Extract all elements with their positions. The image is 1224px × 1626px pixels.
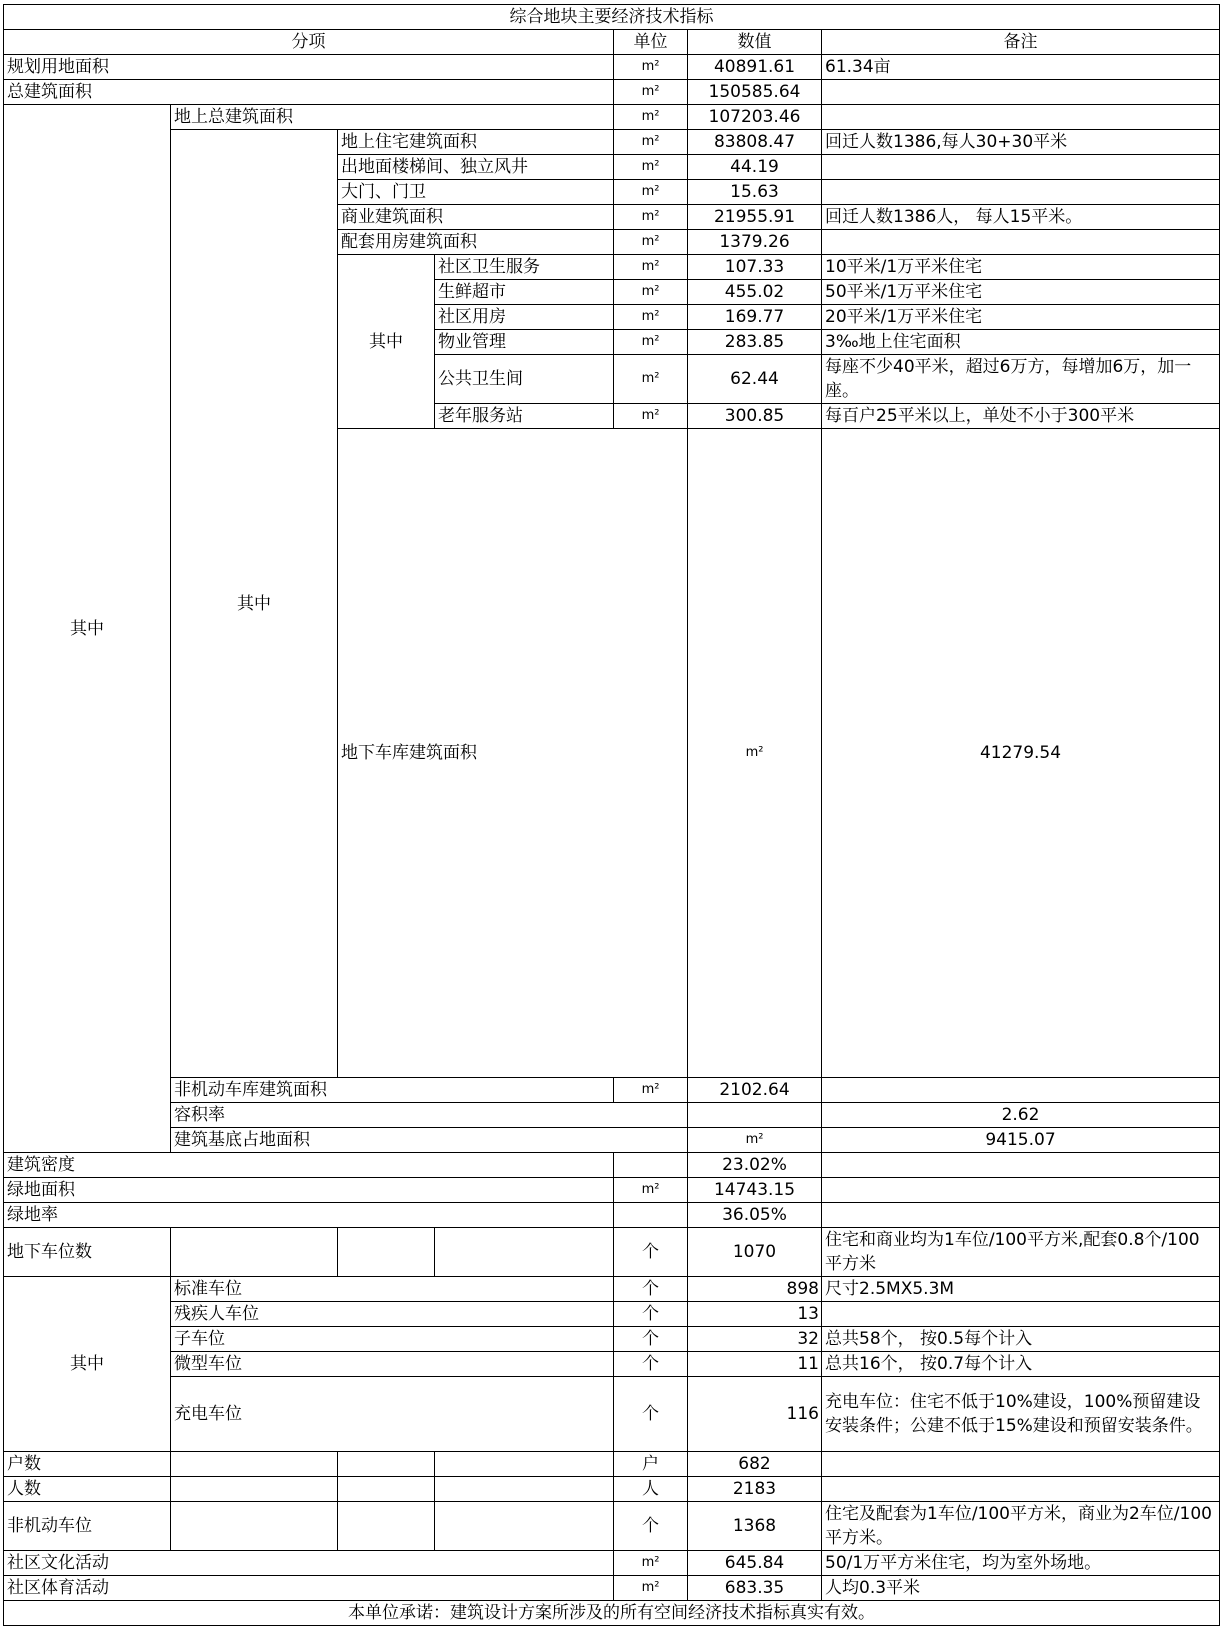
row-value: 32	[688, 1327, 822, 1352]
empty-cell	[435, 1228, 614, 1277]
row-label: 生鲜超市	[435, 280, 614, 305]
table-row	[4, 1352, 1220, 1377]
row-remark	[822, 1452, 1220, 1477]
row-label: 出地面楼梯间、独立风井	[338, 155, 614, 180]
row-value: 107.33	[688, 255, 822, 280]
row-unit: m²	[614, 55, 688, 80]
row-value: 23.02%	[688, 1153, 822, 1178]
row-value: 14743.15	[688, 1178, 822, 1203]
row-value: 300.85	[688, 404, 822, 429]
row-value: 2.62	[822, 1103, 1220, 1128]
empty-cell	[338, 1452, 435, 1477]
row-unit: 个	[614, 1228, 688, 1277]
row-unit	[688, 1103, 822, 1128]
row-unit	[614, 1153, 688, 1178]
row-unit: 个	[614, 1277, 688, 1302]
row-unit: m²	[614, 80, 688, 105]
row-label: 容积率	[171, 1103, 688, 1128]
table-row	[4, 1377, 1220, 1452]
table-row	[4, 1203, 1220, 1228]
row-label: 标准车位	[171, 1277, 614, 1302]
empty-cell	[338, 1477, 435, 1502]
row-value: 283.85	[688, 330, 822, 355]
row-remark	[822, 1078, 1220, 1103]
table-row	[4, 130, 1220, 155]
row-remark	[822, 230, 1220, 255]
row-value: 36.05%	[688, 1203, 822, 1228]
group-label-qizhong: 其中	[4, 105, 171, 1153]
row-unit: m²	[614, 1178, 688, 1203]
row-label: 社区用房	[435, 305, 614, 330]
header-item: 分项	[4, 30, 614, 55]
row-remark	[822, 180, 1220, 205]
row-unit: 个	[614, 1327, 688, 1352]
row-label: 地上住宅建筑面积	[338, 130, 614, 155]
row-label: 户数	[4, 1452, 171, 1477]
table-row	[4, 1452, 1220, 1477]
row-remark	[822, 1302, 1220, 1327]
row-remark: 回迁人数1386人， 每人15平米。	[822, 205, 1220, 230]
table-row	[4, 55, 1220, 80]
empty-cell	[435, 1477, 614, 1502]
table-row	[4, 1228, 1220, 1277]
row-unit: m²	[614, 330, 688, 355]
row-value: 116	[688, 1377, 822, 1452]
row-remark: 3‰地上住宅面积	[822, 330, 1220, 355]
empty-cell	[171, 1502, 338, 1551]
row-unit: 个	[614, 1377, 688, 1452]
row-label: 社区卫生服务	[435, 255, 614, 280]
row-label: 物业管理	[435, 330, 614, 355]
header-value: 数值	[688, 30, 822, 55]
row-remark: 总共16个， 按0.7每个计入	[822, 1352, 1220, 1377]
row-remark: 10平米/1万平米住宅	[822, 255, 1220, 280]
table-row	[4, 80, 1220, 105]
table-row	[4, 1551, 1220, 1576]
row-label: 非机动车位	[4, 1502, 171, 1551]
row-value: 1379.26	[688, 230, 822, 255]
row-unit: m²	[614, 230, 688, 255]
row-remark: 50平米/1万平米住宅	[822, 280, 1220, 305]
row-remark: 充电车位：住宅不低于10%建设，100%预留建设安装条件；公建不低于15%建设和预留安装条件。	[822, 1377, 1220, 1452]
row-unit: m²	[614, 105, 688, 130]
row-value: 1070	[688, 1228, 822, 1277]
empty-cell	[338, 1228, 435, 1277]
row-label: 子车位	[171, 1327, 614, 1352]
row-label: 老年服务站	[435, 404, 614, 429]
row-unit: m²	[614, 205, 688, 230]
row-unit: m²	[614, 1576, 688, 1601]
row-unit: m²	[688, 429, 822, 1078]
row-label: 社区文化活动	[4, 1551, 614, 1576]
row-value: 40891.61	[688, 55, 822, 80]
row-unit: m²	[614, 404, 688, 429]
row-unit: 户	[614, 1452, 688, 1477]
empty-cell	[171, 1452, 338, 1477]
row-remark: 住宅和商业均为1车位/100平方米,配套0.8个/100平方米	[822, 1228, 1220, 1277]
row-value: 898	[688, 1277, 822, 1302]
table-row	[4, 1327, 1220, 1352]
table-row	[4, 105, 1220, 130]
row-value: 11	[688, 1352, 822, 1377]
row-remark: 每座不少40平米，超过6万方，每增加6万，加一座。	[822, 355, 1220, 404]
empty-cell	[338, 1502, 435, 1551]
empty-cell	[171, 1477, 338, 1502]
row-value: 21955.91	[688, 205, 822, 230]
row-unit: m²	[614, 280, 688, 305]
row-remark	[822, 155, 1220, 180]
row-label: 地下车库建筑面积	[338, 429, 688, 1078]
row-value: 15.63	[688, 180, 822, 205]
row-label: 公共卫生间	[435, 355, 614, 404]
row-remark	[822, 80, 1220, 105]
row-unit: m²	[614, 155, 688, 180]
row-value: 683.35	[688, 1576, 822, 1601]
row-unit: m²	[614, 180, 688, 205]
header-unit: 单位	[614, 30, 688, 55]
row-value: 2183	[688, 1477, 822, 1502]
row-unit: m²	[614, 1078, 688, 1103]
table-row	[4, 1103, 1220, 1128]
header-row	[4, 30, 1220, 55]
row-label: 地上总建筑面积	[171, 105, 614, 130]
row-label: 建筑基底占地面积	[171, 1128, 688, 1153]
table-row	[4, 1477, 1220, 1502]
row-value: 107203.46	[688, 105, 822, 130]
row-value: 169.77	[688, 305, 822, 330]
row-label: 规划用地面积	[4, 55, 614, 80]
row-unit: m²	[688, 1128, 822, 1153]
row-remark: 住宅及配套为1车位/100平方米，商业为2车位/100平方米。	[822, 1502, 1220, 1551]
row-label: 配套用房建筑面积	[338, 230, 614, 255]
row-value: 2102.64	[688, 1078, 822, 1103]
row-remark: 尺寸2.5MX5.3M	[822, 1277, 1220, 1302]
indicator-table	[3, 4, 1220, 1626]
row-value: 1368	[688, 1502, 822, 1551]
row-value: 682	[688, 1452, 822, 1477]
row-value: 13	[688, 1302, 822, 1327]
empty-cell	[171, 1228, 338, 1277]
row-label: 地下车位数	[4, 1228, 171, 1277]
empty-cell	[435, 1502, 614, 1551]
row-label: 建筑密度	[4, 1153, 614, 1178]
row-label: 绿地率	[4, 1203, 614, 1228]
row-value: 41279.54	[822, 429, 1220, 1078]
row-value: 150585.64	[688, 80, 822, 105]
row-label: 绿地面积	[4, 1178, 614, 1203]
row-remark	[822, 1153, 1220, 1178]
row-unit: 个	[614, 1302, 688, 1327]
row-value: 645.84	[688, 1551, 822, 1576]
row-label: 微型车位	[171, 1352, 614, 1377]
row-remark: 人均0.3平米	[822, 1576, 1220, 1601]
row-label: 商业建筑面积	[338, 205, 614, 230]
row-value: 455.02	[688, 280, 822, 305]
row-remark: 回迁人数1386,每人30+30平米	[822, 130, 1220, 155]
row-unit: m²	[614, 1551, 688, 1576]
table-title: 综合地块主要经济技术指标	[4, 5, 1220, 30]
row-unit: m²	[614, 305, 688, 330]
row-value: 83808.47	[688, 130, 822, 155]
parking-group-label-qizhong: 其中	[4, 1277, 171, 1452]
row-unit: 人	[614, 1477, 688, 1502]
row-remark	[822, 1203, 1220, 1228]
row-value: 62.44	[688, 355, 822, 404]
row-unit: 个	[614, 1352, 688, 1377]
row-remark	[822, 105, 1220, 130]
table-row	[4, 1277, 1220, 1302]
row-label: 社区体育活动	[4, 1576, 614, 1601]
row-label: 大门、门卫	[338, 180, 614, 205]
table-row	[4, 1502, 1220, 1551]
table-row	[4, 1078, 1220, 1103]
row-value: 44.19	[688, 155, 822, 180]
footer-statement: 本单位承诺：建筑设计方案所涉及的所有空间经济技术指标真实有效。	[4, 1601, 1220, 1626]
row-remark: 总共58个， 按0.5每个计入	[822, 1327, 1220, 1352]
table-row	[4, 1178, 1220, 1203]
row-unit	[614, 1203, 688, 1228]
empty-cell	[435, 1452, 614, 1477]
subgroup-label-qizhong: 其中	[171, 130, 338, 1078]
subsubgroup-label-qizhong: 其中	[338, 255, 435, 429]
row-remark: 50/1万平方米住宅，均为室外场地。	[822, 1551, 1220, 1576]
table-row	[4, 1128, 1220, 1153]
row-unit: m²	[614, 255, 688, 280]
row-remark: 每百户25平米以上，单处不小于300平米	[822, 404, 1220, 429]
row-value: 9415.07	[822, 1128, 1220, 1153]
row-remark: 20平米/1万平米住宅	[822, 305, 1220, 330]
row-remark: 61.34亩	[822, 55, 1220, 80]
header-remark: 备注	[822, 30, 1220, 55]
row-label: 非机动车库建筑面积	[171, 1078, 614, 1103]
row-label: 充电车位	[171, 1377, 614, 1452]
table-row	[4, 1576, 1220, 1601]
row-unit: m²	[614, 355, 688, 404]
row-label: 总建筑面积	[4, 80, 614, 105]
table-row	[4, 1153, 1220, 1178]
row-label: 残疾人车位	[171, 1302, 614, 1327]
row-remark	[822, 1477, 1220, 1502]
row-unit: 个	[614, 1502, 688, 1551]
row-remark	[822, 1178, 1220, 1203]
row-unit: m²	[614, 130, 688, 155]
table-row	[4, 1302, 1220, 1327]
row-label: 人数	[4, 1477, 171, 1502]
